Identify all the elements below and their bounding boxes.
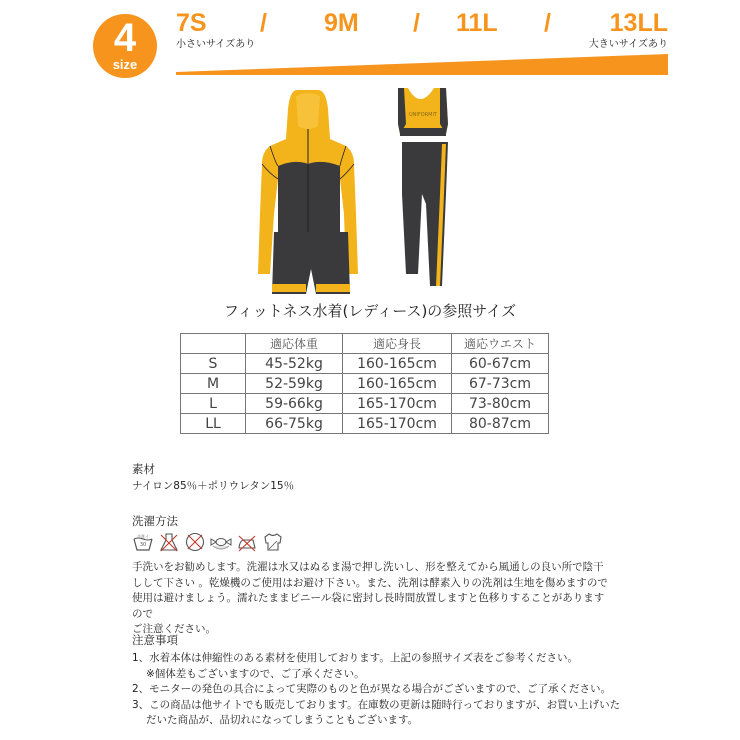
care-icons (132, 531, 284, 553)
notes-section (132, 633, 692, 729)
wring-gently-icon (210, 531, 232, 553)
size-label-13ll: 13LL (609, 9, 668, 37)
table-header-height: 適応身長 (343, 334, 452, 354)
no-bleach-icon (158, 531, 180, 553)
size-separator: / (544, 9, 551, 37)
svg-text:手洗イ: 手洗イ (137, 534, 149, 539)
size-cell: LL (181, 414, 246, 434)
washing-description-line: 手洗いをお勧めします。洗濯は水又はぬるま湯で押し洗いし、形を整えてから風通しの良い所で陰干 (132, 561, 604, 573)
note-item: 2、モニターの発色の具合によって実際のものと色が異なる場合がございますので、ご了承ください。 (132, 683, 611, 695)
weight-cell: 66-75kg (246, 414, 343, 434)
size-scale (176, 8, 668, 38)
weight-cell: 59-66kg (246, 394, 343, 414)
size-separator: / (413, 9, 420, 37)
washing-description-line: ご注意ください。 (132, 623, 216, 635)
svg-text:UNIFORMIT: UNIFORMIT (408, 112, 438, 118)
size-chart-table (180, 333, 549, 434)
shorts-illustration (272, 232, 350, 294)
note-item: 1、水着本体は伸縮性のある素材を使用しております。上記の参照サイズ表をご参考ください。 (132, 652, 578, 664)
material-value: ナイロン85％＋ポリウレタン15％ (132, 480, 295, 492)
table-header-waist: 適応ウエスト (452, 334, 549, 354)
notes-heading: 注意事項 (132, 633, 178, 647)
material-section (132, 462, 294, 494)
washing-description-line: 使用は避けましょう。濡れたままビニール袋に密封し長時間放置しますと色移りすることがありますので (132, 592, 605, 620)
table-row (181, 354, 549, 374)
table-row (181, 414, 549, 434)
size-progression-wedge (176, 54, 668, 76)
note-item: だいた商品が、品切れになってしまうこともございます。 (146, 714, 419, 726)
small-size-note: 小さいサイズあり (176, 39, 256, 50)
svg-text:30: 30 (139, 542, 147, 548)
table-header-cell (181, 334, 246, 354)
size-cell: L (181, 394, 246, 414)
note-item: 3、この商品は他サイトでも販売しております。在庫数の更新は随時行っておりますが、お買い上げいた (132, 698, 621, 711)
no-iron-icon (236, 531, 258, 553)
size-count-number: 4 (113, 16, 137, 60)
waist-cell: 67-73cm (452, 374, 549, 394)
size-separator: / (260, 9, 267, 37)
size-count-badge (93, 14, 157, 78)
table-row (181, 394, 549, 414)
weight-cell: 45-52kg (246, 354, 343, 374)
size-cell: S (181, 354, 246, 374)
product-image (250, 84, 490, 294)
waist-cell: 80-87cm (452, 414, 549, 434)
large-size-note: 大きいサイズあり (588, 39, 668, 50)
waist-cell: 73-80cm (452, 394, 549, 414)
waist-cell: 60-67cm (452, 354, 549, 374)
washing-description-line: しして下さい 。乾燥機のご使用はお避け下さい。また、洗剤は酵素入りの洗剤は生地を傷めますので (132, 576, 608, 589)
washing-description (132, 560, 612, 638)
size-label-11l: 11L (456, 9, 498, 37)
hang-dry-shirt-icon (262, 531, 284, 553)
height-cell: 160-165cm (343, 374, 452, 394)
size-chart-title: フィットネス水着(レディース)の参照サイズ (223, 302, 517, 320)
weight-cell: 52-59kg (246, 374, 343, 394)
table-header-weight: 適応体重 (246, 334, 343, 354)
height-cell: 165-170cm (343, 414, 452, 434)
note-item: ※個体差もございますので、ご了承ください。 (146, 667, 365, 680)
material-heading: 素材 (132, 462, 155, 476)
size-label-9m: 9M (324, 9, 359, 37)
sports-bra-illustration (398, 88, 448, 136)
leggings-illustration (402, 142, 448, 286)
no-tumble-dry-icon (184, 531, 206, 553)
washing-heading: 洗濯方法 (132, 514, 178, 528)
table-row (181, 374, 549, 394)
height-cell: 165-170cm (343, 394, 452, 414)
size-cell: M (181, 374, 246, 394)
table-header-row (181, 334, 549, 354)
size-count-label: size (112, 57, 138, 72)
height-cell: 160-165cm (343, 354, 452, 374)
size-label-7s: 7S (176, 9, 207, 37)
washing-section (132, 514, 284, 553)
hand-wash-30-icon (132, 531, 154, 553)
